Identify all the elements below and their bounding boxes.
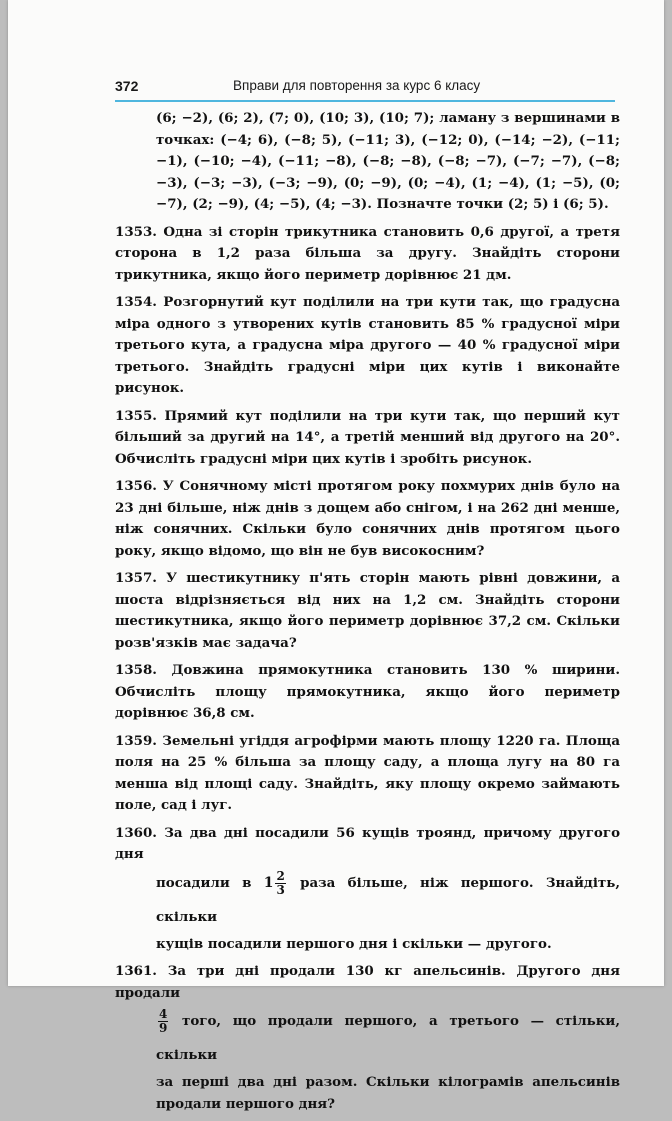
mixed-number-whole: 1 [263,874,274,891]
problem-number: 1358. [115,662,157,678]
problem-text-line3: за перші два дні разом. Скільки кілограмів апельсинів продали першого дня? [156,1074,620,1112]
intro-continuation: (6; −2), (6; 2), (7; 0), (10; 3), (10; 7); ламану з вершинами в точках: (−4; 6), (−8; 5), (−11; 3), (−12; 0), (−14; −2), (−11; −1), (−10; −4), (−11; −8), (−8; −8), (−8; −7), (−7; −7), (−8; −3), (−3; −3), (−3; −9), (0; −9), (0; −4), (1; −4), (1; −5), (0; −7), (2; −9), (4; −5), (4; −3). Позначте точки (2; 5) і (6; 5). [156,110,620,212]
problem-1359 [115,731,620,817]
problem-text-before: посадили в [156,874,252,891]
problem-text-line3: кущів посадили першого дня і скільки — другого. [156,935,552,952]
page-number: 372 [115,78,139,94]
problem-text: Розгорнутий кут поділили на три кути так, що градусна міра одного з утворених кутів становить 85 % градусної міри третього кута, а градусна міра другого — 40 % градусної міри третього. Знайдіть градусні міри цих кутів і виконайте рисунок. [115,294,620,396]
problem-number: 1356. [115,478,157,494]
problem-text-line1: За три дні продали 130 кг апельсинів. Другого дня продали [115,963,620,1001]
problem-number: 1360. [115,824,157,841]
running-title: Вправи для повторення за курс 6 класу [233,78,481,93]
textbook-page [8,0,664,1112]
problem-text: Земельні угіддя агрофірми мають площу 1220 га. Площа поля на 25 % більша за площу саду, а площа лугу на 80 га менша від площі саду. Знайдіть, яку площу окремо займають поле, сад і луг. [115,732,620,813]
fraction-denominator: 9 [159,1021,168,1035]
fraction-denominator: 3 [276,882,285,897]
page-header [115,72,615,102]
fraction [158,1008,168,1035]
problem-text: Прямий кут поділили на три кути так, що перший кут більший за другий на 14°, а третій менший від другого на 20°. Обчисліть градусні міри цих кутів і зробіть рисунок. [115,407,620,467]
problem-number: 1357. [115,570,157,586]
problem-number: 1354. [115,294,157,310]
problem-text: Довжина прямокутника становить 130 % ширини. Обчисліть площу прямокутника, якщо його периметр дорівнює 36,8 см. [115,662,620,721]
problem-number: 1359. [115,732,157,749]
problem-text: У шестикутнику п'ять сторін мають рівні довжини, а шоста відрізняється від них на 1,2 см. Знайдіть сторони шестикутника, якщо його периметр дорівнює 37,2 см. Скільки розв'язків має задача? [115,570,620,651]
problem-1355 [115,406,620,471]
problem-text-line1: За два дні посадили 56 кущів троянд, причому другого дня [115,824,621,862]
problem-text: У Сонячному місті протягом року похмурих днів було на 23 дні більше, ніж днів з дощем або снігом, і на 262 дні менше, ніж сонячних. Скільки було сонячних днів протягом цього року, якщо відомо, що він не був високосним? [115,478,620,559]
problem-1360 [115,823,620,956]
problem-number: 1355. [115,407,157,424]
problem-number: 1353. [115,223,157,240]
problem-1357 [115,568,620,654]
problem-1354 [115,292,620,400]
problem-1361 [115,961,620,1115]
fraction-numerator: 2 [276,868,285,883]
problem-number: 1361. [115,963,157,979]
problem-text-after: того, що продали першого, а третього — стільки, скільки [156,1013,620,1063]
problem-text: Одна зі сторін трикутника становить 0,6 другої, а третя сторона в 1,2 раза більша за другу. Знайдіть сторони трикутника, якщо його периметр дорівнює 21 дм. [115,223,620,283]
problem-1358 [115,660,620,725]
problem-1353 [115,222,620,287]
problem-1356 [115,476,620,562]
problem-text-after: раза більше, ніж першого. Знайдіть, скільки [156,874,620,925]
exercise-list [115,108,620,1121]
fraction-numerator: 4 [159,1007,168,1021]
fraction [275,870,285,897]
